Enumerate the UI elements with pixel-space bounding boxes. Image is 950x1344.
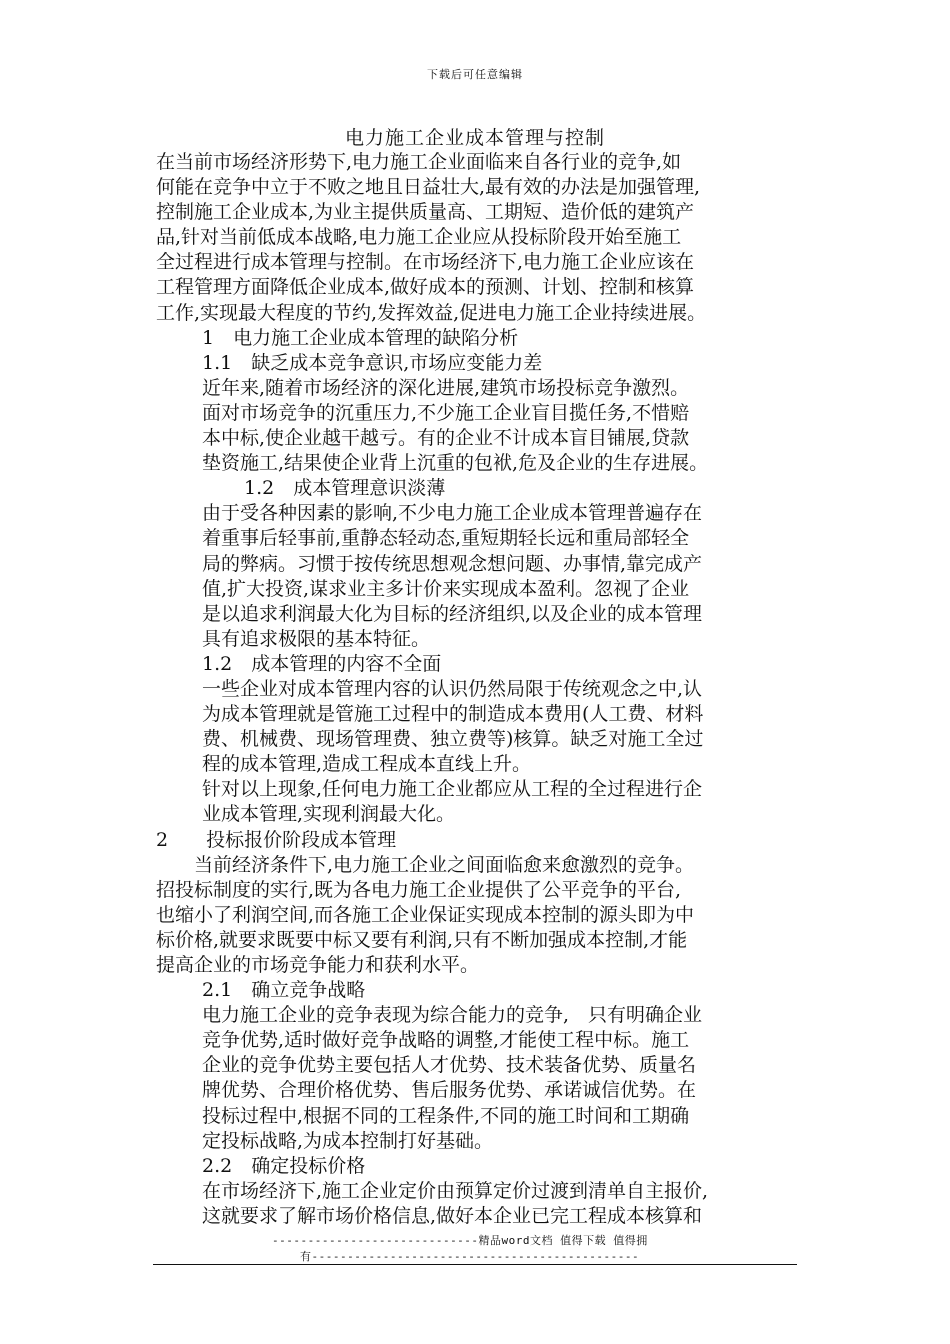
text-line: 全过程进行成本管理与控制。在市场经济下,电力施工企业应该在: [156, 251, 695, 274]
text-line: 由于受各种因素的影响,不少电力施工企业成本管理普遍存在: [202, 502, 703, 525]
text-line: 工作,实现最大程度的节约,发挥效益,促进电力施工企业持续进展。: [156, 301, 707, 324]
text-line: 垫资施工,结果使企业背上沉重的包袱,危及企业的生存进展。: [202, 452, 709, 475]
header-note: 下载后可任意编辑: [427, 68, 523, 81]
footer-note-line-2: 有----------------------------------------------: [300, 1250, 640, 1263]
text-line: 1.1 缺乏成本竞争意识,市场应变能力差: [202, 351, 543, 374]
text-line: 2 投标报价阶段成本管理: [156, 828, 397, 851]
footer-note-line-1: -----------------------------精品word文档 值得下载 值得拥: [272, 1234, 648, 1247]
text-line: 局的弊病。习惯于按传统思想观念想问题、办事情,靠完成产: [202, 552, 703, 575]
text-line: 1 电力施工企业成本管理的缺陷分析: [202, 326, 519, 349]
text-line: 竞争优势,适时做好竞争战略的调整,才能使工程中标。施工: [202, 1029, 690, 1052]
text-line: 是以追求利润最大化为目标的经济组织,以及企业的成本管理: [202, 602, 703, 625]
text-line: 企业的竞争优势主要包括人才优势、技术装备优势、质量名: [202, 1054, 697, 1077]
text-line: 业成本管理,实现利润最大化。: [202, 803, 456, 826]
text-line: 投标过程中,根据不同的工程条件,不同的施工时间和工期确: [202, 1104, 690, 1127]
text-line: 招投标制度的实行,既为各电力施工企业提供了公平竞争的平台,: [156, 878, 682, 901]
text-line: 2.1 确立竞争战略: [202, 979, 366, 1002]
text-line: 也缩小了利润空间,而各施工企业保证实现成本控制的源头即为中: [156, 903, 695, 926]
text-line: 这就要求了解市场价格信息,做好本企业已完工程成本核算和: [202, 1204, 703, 1227]
text-line: 1.2 成本管理意识淡薄: [244, 477, 446, 500]
text-line: 标价格,就要求既要中标又要有利润,只有不断加强成本控制,才能: [156, 928, 688, 951]
text-line: 着重事后轻事前,重静态轻动态,重短期轻长远和重局部轻全: [202, 527, 690, 550]
text-line: 控制施工企业成本,为业主提供质量高、工期短、造价低的建筑产: [156, 201, 695, 224]
text-line: 面对市场竞争的沉重压力,不少施工企业盲目揽任务,不惜赔: [202, 401, 690, 424]
text-line: 程的成本管理,造成工程成本直线上升。: [202, 753, 532, 776]
text-line: 在市场经济下,施工企业定价由预算定价过渡到清单自主报价,: [202, 1179, 709, 1202]
text-line: 具有追求极限的基本特征。: [202, 627, 431, 650]
text-line: 牌优势、合理价格优势、售后服务优势、承诺诚信优势。在: [202, 1079, 697, 1102]
document-body: [156, 150, 816, 1229]
text-line: 在当前市场经济形势下,电力施工企业面临来自各行业的竞争,如: [156, 151, 682, 173]
text-line: 工程管理方面降低企业成本,做好成本的预测、计划、控制和核算: [156, 276, 695, 299]
footer-divider: [153, 1264, 797, 1265]
text-line: 提高企业的市场竞争能力和获利水平。: [156, 954, 480, 976]
text-line: 定投标战略,为成本控制打好基础。: [202, 1129, 494, 1152]
text-line: 2.2 确定投标价格: [202, 1154, 366, 1177]
text-line: 1.2 成本管理的内容不全面: [202, 652, 442, 675]
text-line: 本中标,使企业越干越亏。有的企业不计成本盲目铺展,贷款: [202, 427, 690, 450]
text-line: 费、机械费、现场管理费、独立费等)核算。缺乏对施工全过: [202, 728, 704, 751]
text-line: 值,扩大投资,谋求业主多计价来实现成本盈利。忽视了企业: [202, 577, 690, 600]
text-line: 一些企业对成本管理内容的认识仍然局限于传统观念之中,认: [202, 677, 703, 700]
text-line: 何能在竞争中立于不败之地且日益壮大,最有效的办法是加强管理,: [156, 176, 701, 199]
text-line: 品,针对当前低成本战略,电力施工企业应从投标阶段开始至施工: [156, 226, 682, 249]
text-line: 为成本管理就是管施工过程中的制造成本费用(人工费、材料: [202, 703, 704, 726]
document-title: 电力施工企业成本管理与控制: [344, 127, 605, 149]
text-line: 当前经济条件下,电力施工企业之间面临愈来愈激烈的竞争。: [156, 853, 695, 876]
text-line: 近年来,随着市场经济的深化进展,建筑市场投标竞争激烈。: [202, 376, 690, 399]
text-line: 电力施工企业的竞争表现为综合能力的竞争, 只有明确企业: [202, 1004, 703, 1027]
text-line: 针对以上现象,任何电力施工企业都应从工程的全过程进行企: [202, 778, 703, 801]
